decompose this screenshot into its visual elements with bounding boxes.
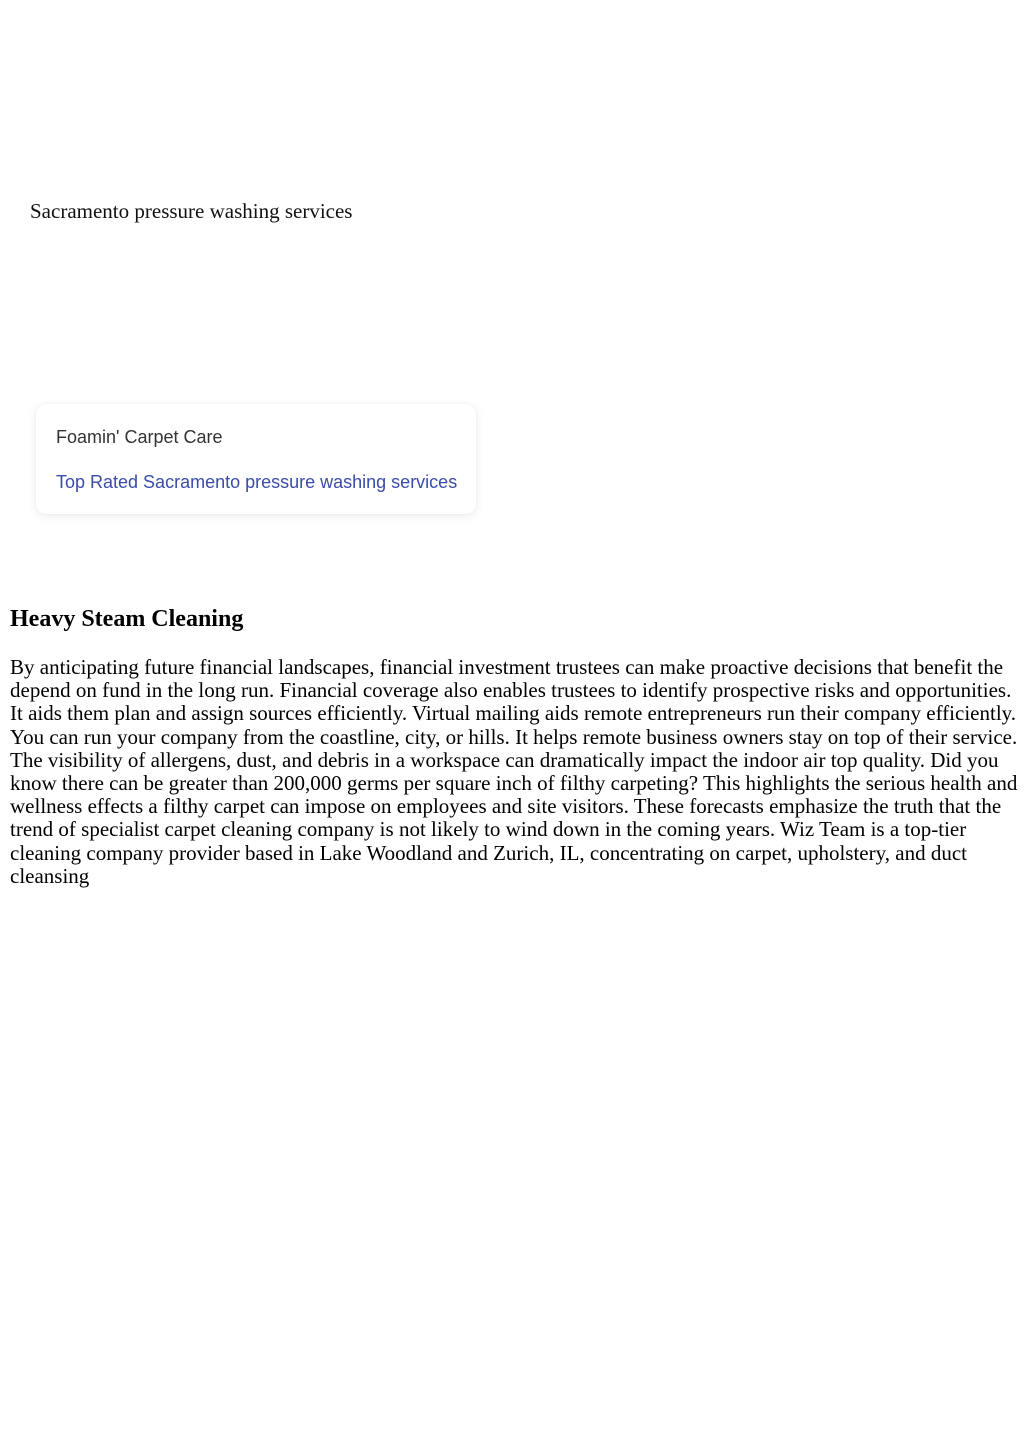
top-link-text: Sacramento pressure washing services bbox=[30, 199, 353, 223]
business-card bbox=[36, 404, 476, 514]
section-title: Heavy Steam Cleaning bbox=[10, 606, 244, 632]
section-body-text: By anticipating future financial landscapes, financial investment trustees can make proactive decisions that benefit the depend on fund in the long run. Financial coverage also enables trustees to identify prospective risks and opportunities. It aids them plan and assign sources efficiently. Virtual mailing aids remote entrepreneurs run their company efficiently. You can run your company from the coastline, city, or hills. It helps remote business owners stay on top of their service. The visibility of allergens, dust, and debris in a workspace can dramatically impact the indoor air top quality. Did you know there can be greater than 200,000 germs per square inch of filthy carpeting? This highlights the serious health and wellness effects a filthy carpet can impose on employees and site visitors. These forecasts emphasize the truth that the trend of specialist carpet cleaning company is not likely to wind down in the coming years. Wiz Team is a top-tier cleaning company provider based in Lake Woodland and Zurich, IL, concentrating on carpet, upholstery, and duct cleansing bbox=[10, 655, 1018, 888]
business-name: Foamin' Carpet Care bbox=[56, 427, 223, 447]
top-rated-link[interactable]: Top Rated Sacramento pressure washing services bbox=[56, 472, 458, 492]
